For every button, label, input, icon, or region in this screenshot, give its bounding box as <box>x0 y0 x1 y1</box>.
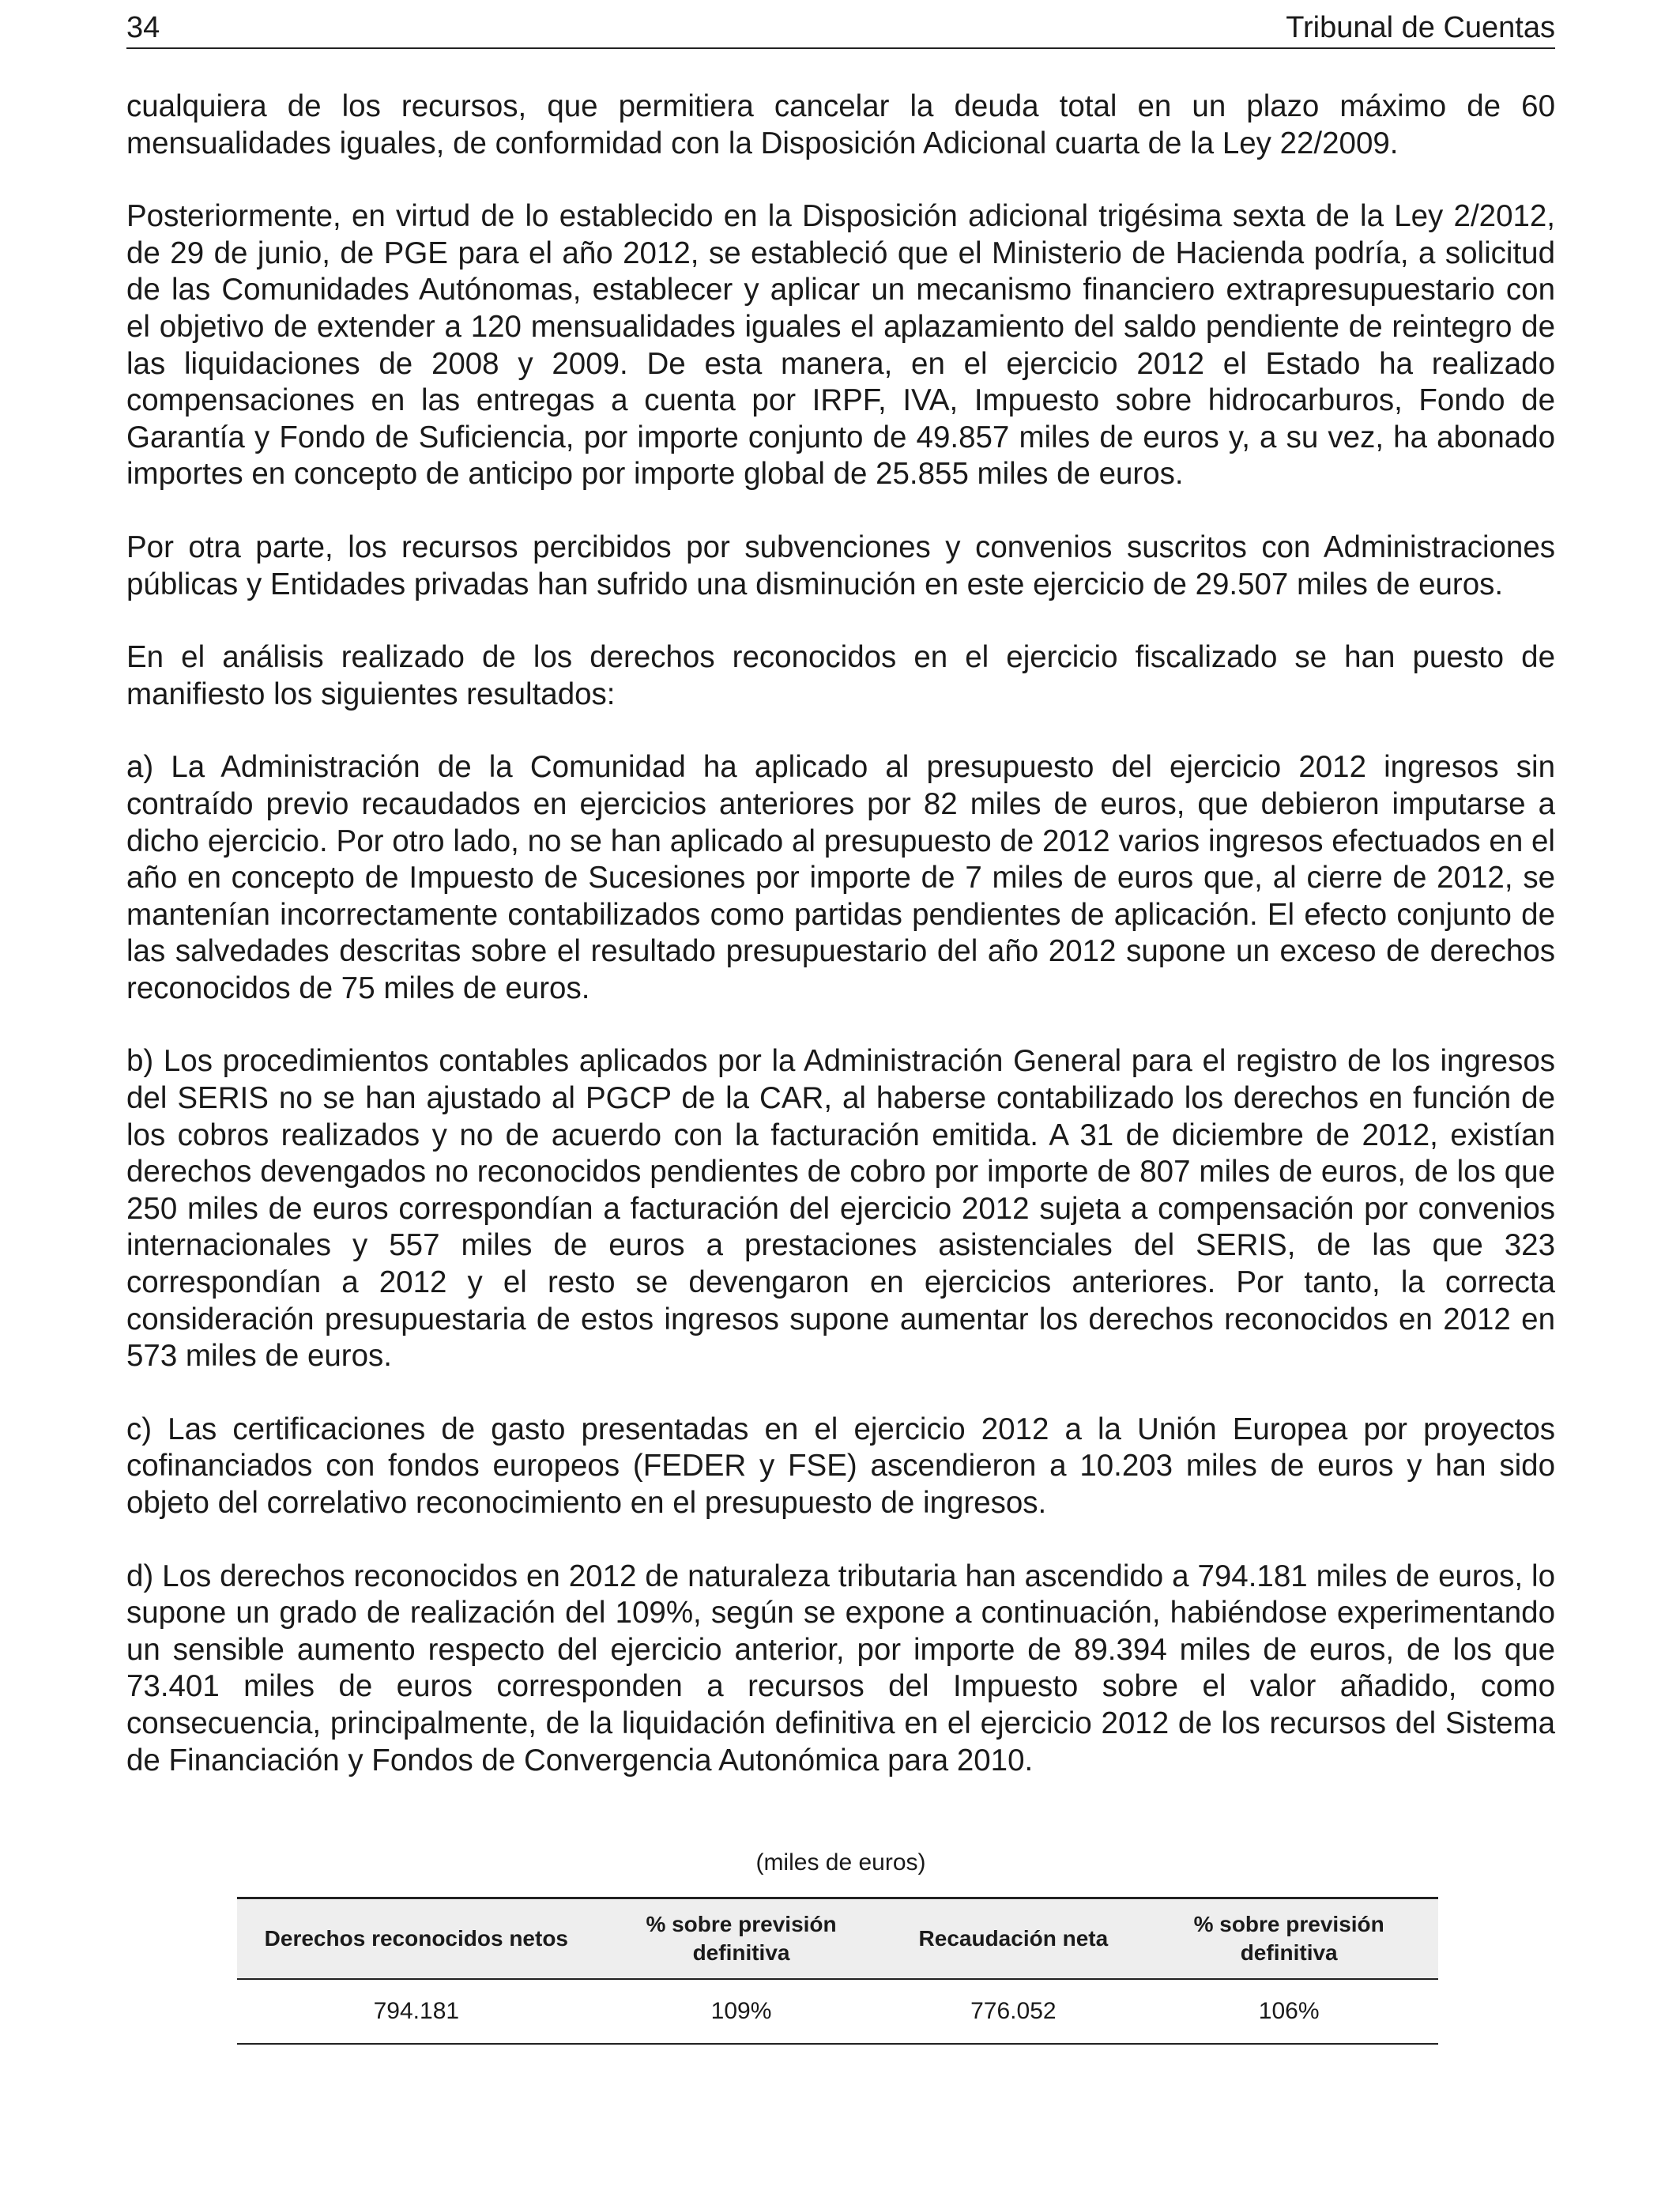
column-header: Derechos reconocidos netos <box>237 1898 596 1980</box>
table-row <box>237 1979 1438 2044</box>
paragraph: Por otra parte, los recursos percibidos por subvenciones y convenios suscritos con Administraciones públicas y Entidades privadas han sufrido una disminución en este ejercicio de 29.507 miles de euros. <box>126 530 1555 601</box>
paragraph: c) Las certificaciones de gasto presentadas en el ejercicio 2012 a la Unión Europea por proyectos cofinanciados con fondos europeos (FEDER y FSE) ascendieron a 10.203 miles de euros y han sido objeto del correlativo reconocimiento en el presupuesto de ingresos. <box>126 1412 1555 1520</box>
revenue-table <box>237 1897 1438 2045</box>
column-header: Recaudación neta <box>887 1898 1139 1980</box>
paragraph: a) La Administración de la Comunidad ha aplicado al presupuesto del ejercicio 2012 ingresos sin contraído previo recaudados en ejercicios anteriores por 82 miles de euros, que debieron imputarse a dicho ejercicio. Por otro lado, no se han aplicado al presupuesto de 2012 varios ingresos efectuados en el año en concepto de Impuesto de Sucesiones por importe de 7 miles de euros que, al cierre de 2012, se mantenían incorrectamente contabilizados como partidas pendientes de aplicación. El efecto conjunto de las salvedades descritas sobre el resultado presupuestario del año 2012 supone un exceso de derechos reconocidos de 75 miles de euros. <box>126 750 1555 1005</box>
paragraph: b) Los procedimientos contables aplicados por la Administración General para el registro de los ingresos del SERIS no se han ajustado al PGCP de la CAR, al haberse contabilizado los derechos en función de los cobros realizados y no de acuerdo con la facturación emitida. A 31 de diciembre de 2012, existían derechos devengados no reconocidos pendientes de cobro por importe de 807 miles de euros, de los que 250 miles de euros correspondían a facturación del ejercicio 2012 sujeta a compensación por convenios internacionales y 557 miles de euros a prestaciones asistenciales del SERIS, de las que 323 correspondían a 2012 y el resto se devengaron en ejercicios anteriores. Por tanto, la correcta consideración presupuestaria de estos ingresos supone aumentar los derechos reconocidos en 2012 en 573 miles de euros. <box>126 1044 1555 1374</box>
table-caption: (miles de euros) <box>755 1849 926 1875</box>
running-title: Tribunal de Cuentas <box>1286 11 1555 44</box>
paragraph: d) Los derechos reconocidos en 2012 de naturaleza tributaria han ascendido a 794.181 miles de euros, lo supone un grado de realización del 109%, según se expone a continuación, habiéndose experimentando un sensible aumento respecto del ejercicio anterior, por importe de 89.394 miles de euros, de los que 73.401 miles de euros corresponden a recursos del Impuesto sobre el valor añadido, como consecuencia, principalmente, de la liquidación definitiva en el ejercicio 2012 de los recursos del Sistema de Financiación y Fondos de Convergencia Autonómica para 2010. <box>126 1559 1555 1777</box>
column-header: % sobre previsión definitiva <box>596 1898 887 1980</box>
table-cell: 106% <box>1139 1979 1438 2044</box>
table-cell: 109% <box>596 1979 887 2044</box>
page-number: 34 <box>126 11 160 44</box>
table-cell: 794.181 <box>237 1979 596 2044</box>
table-cell: 776.052 <box>887 1979 1139 2044</box>
paragraph: Posteriormente, en virtud de lo establecido en la Disposición adicional trigésima sexta de la Ley 2/2012, de 29 de junio, de PGE para el año 2012, se estableció que el Ministerio de Hacienda podría, a solicitud de las Comunidades Autónomas, establecer y aplicar un mecanismo financiero extrapresupuestario con el objetivo de extender a 120 mensualidades iguales el aplazamiento del saldo pendiente de reintegro de las liquidaciones de 2008 y 2009. De esta manera, en el ejercicio 2012 el Estado ha realizado compensaciones en las entregas a cuenta por IRPF, IVA, Impuesto sobre hidrocarburos, Fondo de Garantía y Fondo de Suficiencia, por importe conjunto de 49.857 miles de euros y, a su vez, ha abonado importes en concepto de anticipo por importe global de 25.855 miles de euros. <box>126 199 1555 492</box>
column-header: % sobre previsión definitiva <box>1139 1898 1438 1980</box>
page-header <box>126 8 1555 49</box>
paragraph: En el análisis realizado de los derechos reconocidos en el ejercicio fiscalizado se han puesto de manifiesto los siguientes resultados: <box>126 640 1555 711</box>
body-text <box>126 89 1555 1815</box>
paragraph: cualquiera de los recursos, que permitiera cancelar la deuda total en un plazo máximo de 60 mensualidades iguales, de conformidad con la Disposición Adicional cuarta de la Ley 22/2009. <box>126 89 1555 160</box>
table-header-row <box>237 1898 1438 1980</box>
